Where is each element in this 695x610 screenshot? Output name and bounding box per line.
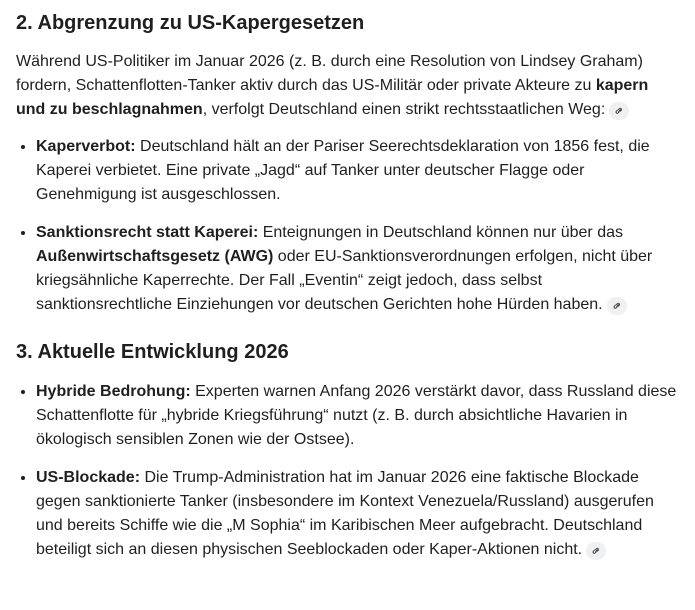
link-icon — [590, 545, 602, 557]
section-heading-entwicklung: 3. Aktuelle Entwicklung 2026 — [16, 341, 289, 363]
item-text: Die Trump-Administration hat im Januar 2026 eine faktische Blockade gegen sanktionierte Tanker (insbesondere im Kontext Venezuela/Russland) ausgerufen und bereits Schiffe wie die „M Sophia“ im Karibischen Meer aufgebracht. Deutschland beteiligt sich an diesen physischen Seeblockaden oder Kaper-Aktionen nicht. — [36, 469, 654, 558]
item-text: oder EU-Sanktionsverordnungen erfolgen, nicht über kriegsähnliche Kaperrechte. Der Fall „Eventin“ zeigt jedoch, dass selbst sanktionsrechtliche Einziehungen vor deutschen Gerichten hohe Hürden haben. — [36, 248, 653, 313]
intro-bold: kapern und zu beschlagnahmen — [16, 77, 649, 118]
list-item — [36, 134, 679, 207]
section-heading-abgrenzung: 2. Abgrenzung zu US-Kapergesetzen — [16, 12, 365, 34]
bullet-list-entwicklung — [16, 379, 679, 562]
item-text: Enteignungen in Deutschland können nur über das — [258, 224, 623, 241]
intro-text-post: , verfolgt Deutschland einen strikt rechtsstaatlichen Weg: — [202, 101, 606, 118]
item-text: Experten warnen Anfang 2026 verstärkt davor, dass Russland diese Schattenflotte für „hybride Kriegsführung“ nutzt (z. B. durch absichtliche Havarien in ökologisch sensiblen Zonen wie der Ostsee). — [36, 383, 677, 448]
link-icon — [611, 300, 623, 312]
item-title: Sanktionsrecht statt Kaperei: — [36, 224, 259, 241]
source-link-button[interactable] — [607, 297, 627, 315]
intro-paragraph — [16, 50, 679, 122]
bullet-list-abgrenzung — [16, 134, 679, 317]
item-bold-mid: Außenwirtschaftsgesetz (AWG) — [36, 248, 274, 265]
item-title: US-Blockade: — [36, 469, 141, 486]
list-item — [36, 379, 679, 452]
source-link-button[interactable] — [609, 102, 629, 120]
source-link-button[interactable] — [586, 542, 606, 560]
list-item — [36, 220, 679, 317]
link-icon — [613, 105, 625, 117]
list-item — [36, 465, 679, 562]
item-text: Deutschland hält an der Pariser Seerechtsdeklaration von 1856 fest, die Kaperei verbietet. Eine private „Jagd“ auf Tanker unter deutscher Flagge oder Genehmigung ist ausgeschlossen. — [36, 138, 650, 203]
item-title: Kaperverbot: — [36, 138, 136, 155]
item-title: Hybride Bedrohung: — [36, 383, 191, 400]
intro-text-pre: Während US-Politiker im Januar 2026 (z. B. durch eine Resolution von Lindsey Graham) fordern, Schattenflotten-Tanker aktiv durch das US-Militär oder private Akteure zu — [16, 53, 643, 94]
